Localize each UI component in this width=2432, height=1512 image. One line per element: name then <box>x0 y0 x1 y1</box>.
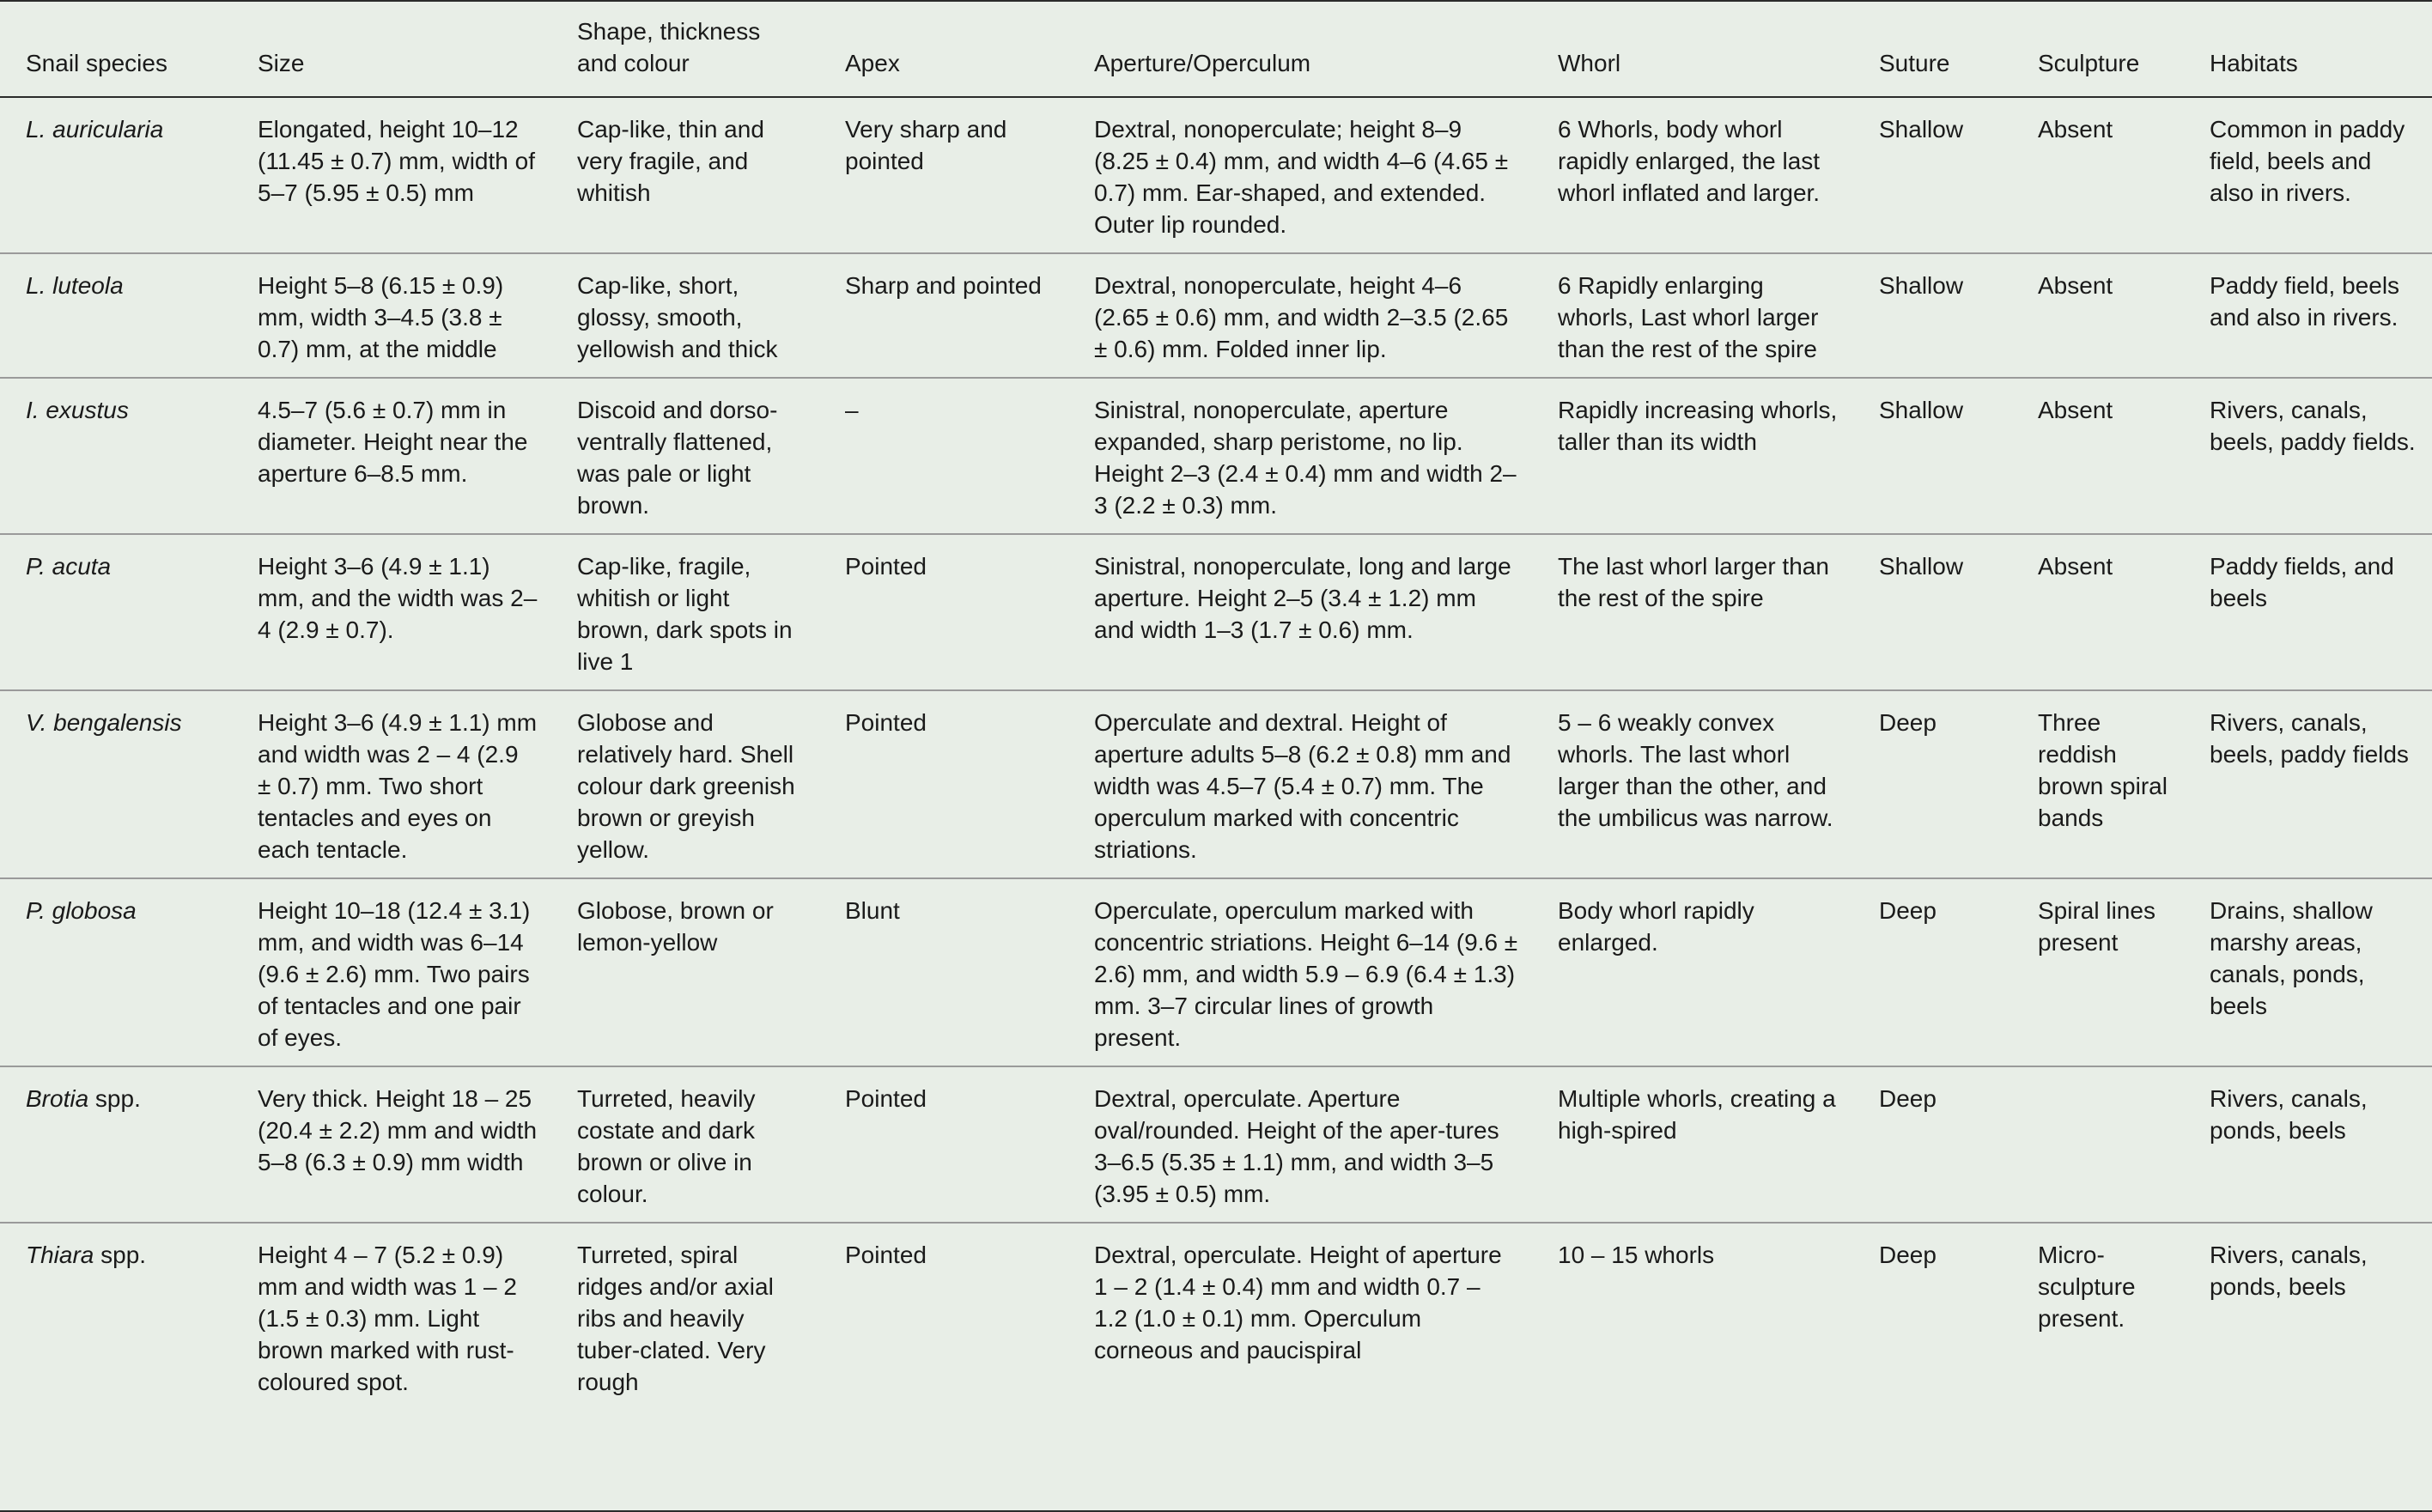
cell-whorl: Body whorl rapidly enlarged. <box>1558 897 1754 956</box>
cell-apex: Very sharp and pointed <box>845 116 1007 174</box>
cell-whorl: 6 Rapidly enlarging whorls, Last whorl larger than the rest of the spire <box>1558 272 1819 362</box>
table-row <box>0 690 2432 878</box>
table-header-row <box>0 2 2432 97</box>
cell-aperture: Dextral, nonoperculate, height 4–6 (2.65 ± 0.6) mm, and width 2–3.5 (2.65 ± 0.6) mm. Folded inner lip. <box>1094 272 1509 362</box>
cell-whorl: Multiple whorls, creating a high-spired <box>1558 1085 1836 1144</box>
header-species: Snail species <box>26 50 167 76</box>
snail-characteristics-table <box>0 2 2432 1410</box>
cell-size: Height 4 – 7 (5.2 ± 0.9) mm and width was 1 – 2 (1.5 ± 0.3) mm. Light brown marked with rust-coloured spot. <box>258 1242 517 1395</box>
cell-species: P. acuta <box>26 553 112 580</box>
cell-shape: Cap-like, fragile, whitish or light brown, dark spots in live 1 <box>577 553 793 675</box>
cell-apex: Pointed <box>845 709 927 736</box>
cell-size: Height 5–8 (6.15 ± 0.9) mm, width 3–4.5 (3.8 ± 0.7) mm, at the middle <box>258 272 504 362</box>
cell-sculpture: Spiral lines present <box>2038 897 2155 956</box>
cell-whorl: The last whorl larger than the rest of the spire <box>1558 553 1829 611</box>
table-row <box>0 253 2432 378</box>
cell-size: Height 3–6 (4.9 ± 1.1) mm and width was 2 – 4 (2.9 ± 0.7) mm. Two short tentacles and eyes on each tentacle. <box>258 709 538 863</box>
cell-suture: Shallow <box>1879 116 1964 143</box>
cell-shape: Globose and relatively hard. Shell colour dark greenish brown or greyish yellow. <box>577 709 795 863</box>
cell-habitats: Drains, shallow marshy areas, canals, ponds, beels <box>2210 897 2373 1019</box>
cell-species: P. globosa <box>26 897 137 924</box>
cell-apex: Pointed <box>845 1242 927 1268</box>
cell-sculpture: Micro-sculpture present. <box>2038 1242 2136 1332</box>
cell-whorl: 10 – 15 whorls <box>1558 1242 1715 1268</box>
cell-shape: Cap-like, thin and very fragile, and whitish <box>577 116 764 206</box>
cell-species: L. auricularia <box>26 116 164 143</box>
cell-habitats: Rivers, canals, ponds, beels <box>2210 1085 2368 1144</box>
cell-species: I. exustus <box>26 397 129 423</box>
cell-suture: Shallow <box>1879 397 1964 423</box>
cell-sculpture: Three reddish brown spiral bands <box>2038 709 2168 831</box>
cell-aperture: Dextral, operculate. Height of aperture 1 – 2 (1.4 ± 0.4) mm and width 0.7 – 1.2 (1.0 ± 0.1) mm. Operculum corneous and paucispiral <box>1094 1242 1502 1363</box>
cell-shape: Turreted, spiral ridges and/or axial ribs and heavily tuber-clated. Very rough <box>577 1242 774 1395</box>
header-size: Size <box>258 50 305 76</box>
cell-whorl: Rapidly increasing whorls, taller than its width <box>1558 397 1838 455</box>
header-aperture: Aperture/Operculum <box>1094 50 1311 76</box>
cell-size: Elongated, height 10–12 (11.45 ± 0.7) mm, width of 5–7 (5.95 ± 0.5) mm <box>258 116 535 206</box>
cell-apex: Blunt <box>845 897 900 924</box>
cell-suture: Deep <box>1879 1085 1936 1112</box>
cell-shape: Cap-like, short, glossy, smooth, yellowish and thick <box>577 272 778 362</box>
cell-sculpture: Absent <box>2038 272 2113 299</box>
cell-habitats: Rivers, canals, beels, paddy fields <box>2210 709 2409 768</box>
cell-aperture: Operculate, operculum marked with concentric striations. Height 6–14 (9.6 ± 2.6) mm, and width 5.9 – 6.9 (6.4 ± 1.3) mm. 3–7 circular lines of growth present. <box>1094 897 1518 1051</box>
cell-suture: Deep <box>1879 897 1936 924</box>
cell-aperture: Dextral, nonoperculate; height 8–9 (8.25 ± 0.4) mm, and width 4–6 (4.65 ± 0.7) mm. Ear-shaped, and extended. Outer lip rounded. <box>1094 116 1509 238</box>
cell-suture: Shallow <box>1879 553 1964 580</box>
cell-whorl: 5 – 6 weakly convex whorls. The last whorl larger than the other, and the umbilicus was narrow. <box>1558 709 1833 831</box>
table-row <box>0 534 2432 690</box>
table-row <box>0 378 2432 534</box>
cell-species: Brotia spp. <box>26 1085 141 1112</box>
cell-size: Height 3–6 (4.9 ± 1.1) mm, and the width was 2–4 (2.9 ± 0.7). <box>258 553 538 643</box>
header-habitats: Habitats <box>2210 50 2298 76</box>
cell-species: L. luteola <box>26 272 124 299</box>
cell-shape: Globose, brown or lemon-yellow <box>577 897 774 956</box>
cell-sculpture: Absent <box>2038 397 2113 423</box>
cell-size: 4.5–7 (5.6 ± 0.7) mm in diameter. Height near the aperture 6–8.5 mm. <box>258 397 528 487</box>
header-whorl: Whorl <box>1558 50 1621 76</box>
table-row <box>0 878 2432 1066</box>
cell-aperture: Operculate and dextral. Height of aperture adults 5–8 (6.2 ± 0.8) mm and width was 4.5–7 (5.4 ± 0.7) mm. The operculum marked with concentric striations. <box>1094 709 1511 863</box>
cell-habitats: Common in paddy field, beels and also in rivers. <box>2210 116 2405 206</box>
cell-size: Very thick. Height 18 – 25 (20.4 ± 2.2) mm and width 5–8 (6.3 ± 0.9) mm width <box>258 1085 538 1175</box>
cell-apex: – <box>845 397 859 423</box>
cell-apex: Pointed <box>845 1085 927 1112</box>
cell-size: Height 10–18 (12.4 ± 3.1) mm, and width was 6–14 (9.6 ± 2.6) mm. Two pairs of tentacles and one pair of eyes. <box>258 897 531 1051</box>
cell-habitats: Paddy field, beels and also in rivers. <box>2210 272 2400 331</box>
cell-shape: Discoid and dorso-ventrally flattened, was pale or light brown. <box>577 397 778 519</box>
header-apex: Apex <box>845 50 900 76</box>
cell-aperture: Sinistral, nonoperculate, aperture expanded, sharp peristome, no lip. Height 2–3 (2.4 ± 0.4) mm and width 2–3 (2.2 ± 0.3) mm. <box>1094 397 1517 519</box>
cell-habitats: Rivers, canals, beels, paddy fields. <box>2210 397 2416 455</box>
cell-aperture: Sinistral, nonoperculate, long and large aperture. Height 2–5 (3.4 ± 1.2) mm and width 1–3 (1.7 ± 0.6) mm. <box>1094 553 1511 643</box>
cell-species: Thiara spp. <box>26 1242 147 1268</box>
header-suture: Suture <box>1879 50 1950 76</box>
cell-suture: Deep <box>1879 1242 1936 1268</box>
table-row <box>0 97 2432 253</box>
cell-sculpture: Absent <box>2038 553 2113 580</box>
cell-suture: Deep <box>1879 709 1936 736</box>
cell-species: V. bengalensis <box>26 709 182 736</box>
cell-shape: Turreted, heavily costate and dark brown or olive in colour. <box>577 1085 756 1207</box>
cell-habitats: Rivers, canals, ponds, beels <box>2210 1242 2368 1300</box>
table-row <box>0 1223 2432 1410</box>
header-sculpture: Sculpture <box>2038 50 2140 76</box>
header-shape: Shape, thickness and colour <box>577 18 761 76</box>
cell-apex: Pointed <box>845 553 927 580</box>
cell-whorl: 6 Whorls, body whorl rapidly enlarged, the last whorl inflated and larger. <box>1558 116 1821 206</box>
table-row <box>0 1066 2432 1223</box>
cell-habitats: Paddy fields, and beels <box>2210 553 2394 611</box>
cell-sculpture <box>2012 1066 2184 1223</box>
cell-aperture: Dextral, operculate. Aperture oval/rounded. Height of the aper-tures 3–6.5 (5.35 ± 1.1) mm, and width 3–5 (3.95 ± 0.5) mm. <box>1094 1085 1499 1207</box>
cell-apex: Sharp and pointed <box>845 272 1042 299</box>
cell-sculpture: Absent <box>2038 116 2113 143</box>
cell-suture: Shallow <box>1879 272 1964 299</box>
